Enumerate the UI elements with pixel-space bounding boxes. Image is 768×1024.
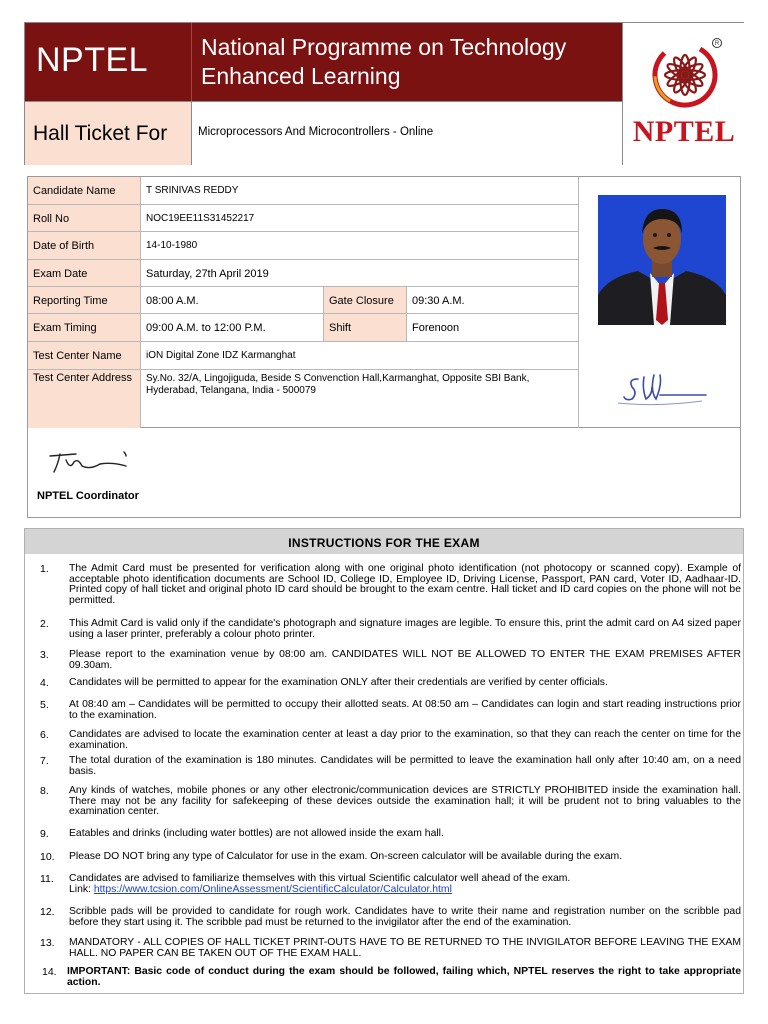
instruction-text: MANDATORY - ALL COPIES OF HALL TICKET PRINT-OUTS HAVE TO BE RETURNED TO THE INVIGILATOR BEFORE LEAVING THE EXAM HALL. NO PAPER CAN BE TAKEN OUT OF THE EXAM HALL. [69,937,741,959]
exam-date-value: Saturday, 27th April 2019 [141,260,579,287]
instruction-number: 3. [40,649,49,661]
instruction-number: 7. [40,755,49,767]
instruction-text: The Admit Card must be presented for verification along with one original photo identification (not photocopy or scanned copy). Example of acceptable photo identification documents are School ID, College ID, Employee ID, Driving License, Passport, PAN card, Voter ID, Aadhaar-ID. Printed copy of hall ticket and original photo ID card should be brought to the exam centre. Hall ticket and ID card copies on the phone will not be permitted. [69,563,741,606]
instruction-number: 5. [40,699,49,711]
test-center-name-label: Test Center Name [28,342,141,370]
test-center-address-value [141,370,579,428]
candidate-photo [598,195,726,325]
instruction-text-part: Candidates are advised to familiarize themselves with this virtual Scientific calculator well ahead of the exam. [69,873,571,884]
gate-closure-label: Gate Closure [324,287,407,314]
coordinator-label: NPTEL Coordinator [37,490,139,502]
program-title-line2: Enhanced Learning [201,63,401,89]
instruction-text: Please DO NOT bring any type of Calculator for use in the exam. On-screen calculator will be available during the exam. [69,851,623,862]
test-center-address-label: Test Center Address [28,370,141,428]
instruction-number: 8. [40,785,49,797]
candidate-name-value: T SRINIVAS REDDY [141,177,579,205]
registered-mark: R [714,41,720,48]
nptel-emblem-icon [651,37,723,111]
instruction-text: Candidates will be permitted to appear for the examination ONLY after their credentials are verified by center officials. [69,677,608,688]
instruction-text: Candidates are advised to locate the examination center at least a day prior to the examination, so that they can reach the center on time for the examination. [69,729,741,751]
test-center-name-value: iON Digital Zone IDZ Karmanghat [141,342,579,370]
link-label: Link: [69,883,94,895]
instruction-text-part: Please report to the examination venue by 08:00 am. [69,649,332,660]
instruction-text-part: At 08:50 am – Candidates can login and start reading instructions prior to the examination. [69,699,741,721]
program-title [191,23,622,101]
gate-closure-value: 09:30 A.M. [407,287,579,314]
logo-wordmark: NPTEL [632,115,736,148]
instruction-text: Eatables and drinks (including water bottles) are not allowed inside the exam hall. [69,828,444,839]
instruction-text: Any kinds of watches, mobile phones or any other electronic/communication devices are STRICTLY PROHIBITED inside the examination hall. There may not be any facility for safekeeping of these devices outside the examination hall; it will be prudent not to bring valuables to the examination center. [69,785,741,817]
instruction-text [69,700,741,721]
instruction-text: This Admit Card is valid only if the candidate's photograph and signature images are legible. To ensure this, print the admit card on A4 sized paper using a laser printer, preferably a colour photo printer. [69,618,741,640]
instructions-heading: INSTRUCTIONS FOR THE EXAM [25,529,743,554]
candidate-details [27,176,741,428]
candidate-signature-icon [598,365,722,411]
instruction-number: 11. [40,873,54,885]
instruction-number: 13. [40,937,55,949]
instruction-number: 6. [40,729,49,741]
address-line-1: Sy.No. 32/A, Lingojiguda, Beside S Convenction Hall,Karmanghat, Opposite SBI Bank, [146,373,530,384]
nptel-logo [622,23,744,165]
instruction-number: 12. [40,906,55,918]
dob-value: 14-10-1980 [141,232,579,260]
shift-label: Shift [324,314,407,342]
instruction-number: 1. [40,563,49,575]
instructions-section [24,528,744,994]
reporting-time-label: Reporting Time [28,287,141,314]
address-line-2: Hyderabad, Telangana, India - 500079 [146,385,316,396]
dob-label: Date of Birth [28,232,141,260]
instruction-text [67,967,741,988]
coordinator-signature-icon [46,448,136,476]
calculator-link[interactable]: https://www.tcsion.com/OnlineAssessment/ScientificCalculator/Calculator.html [93,883,452,895]
instruction-text [69,874,741,895]
roll-no-label: Roll No [28,205,141,232]
instruction-text [69,650,741,671]
candidate-signature [598,365,722,411]
brand-title: NPTEL [25,23,191,101]
program-title-line1: National Programme on Technology [201,34,567,60]
roll-no-value: NOC19EE11S31452217 [141,205,579,232]
instruction-number: 14. [42,966,57,978]
ticket-header [24,22,744,165]
shift-value: Forenoon [407,314,579,342]
instruction-text-emphasis: IMPORTANT [67,966,127,977]
instruction-text: Scribble pads will be provided to candidate for rough work. Candidates have to write their name and registration number on the scribble pad before they start using it. The scribble pad must be returned to the invigilator after the end of the examination. [69,906,741,928]
instruction-text: The total duration of the examination is 180 minutes. Candidates will be permitted to leave the examination hall only after 10:40 am, on a need basis. [69,755,741,777]
reporting-time-value: 08:00 A.M. [141,287,324,314]
exam-date-label: Exam Date [28,260,141,287]
instruction-number: 9. [40,828,49,840]
instruction-number: 4. [40,677,49,689]
hall-ticket-label: Hall Ticket For [25,101,191,165]
instruction-text-part: At 08:40 am – Candidates will be permitted to occupy their allotted seats. [69,699,413,710]
course-name: Microprocessors And Microcontrollers - Online [191,101,622,165]
instruction-text-emphasis: CANDIDATES WILL NOT BE ALLOWED TO ENTER THE EXAM PREMISES AFTER 09.30am. [69,649,741,671]
candidate-portrait-icon [598,195,726,325]
coordinator-section [27,428,741,518]
instruction-number: 10. [40,851,55,863]
instruction-text-part: : Basic code of conduct during the exam should be followed, failing which, NPTEL reserves the right to take appropriate action. [67,966,741,988]
instruction-number: 2. [40,618,49,630]
exam-timing-value: 09:00 A.M. to 12:00 P.M. [141,314,324,342]
candidate-name-label: Candidate Name [28,177,141,205]
exam-timing-label: Exam Timing [28,314,141,342]
